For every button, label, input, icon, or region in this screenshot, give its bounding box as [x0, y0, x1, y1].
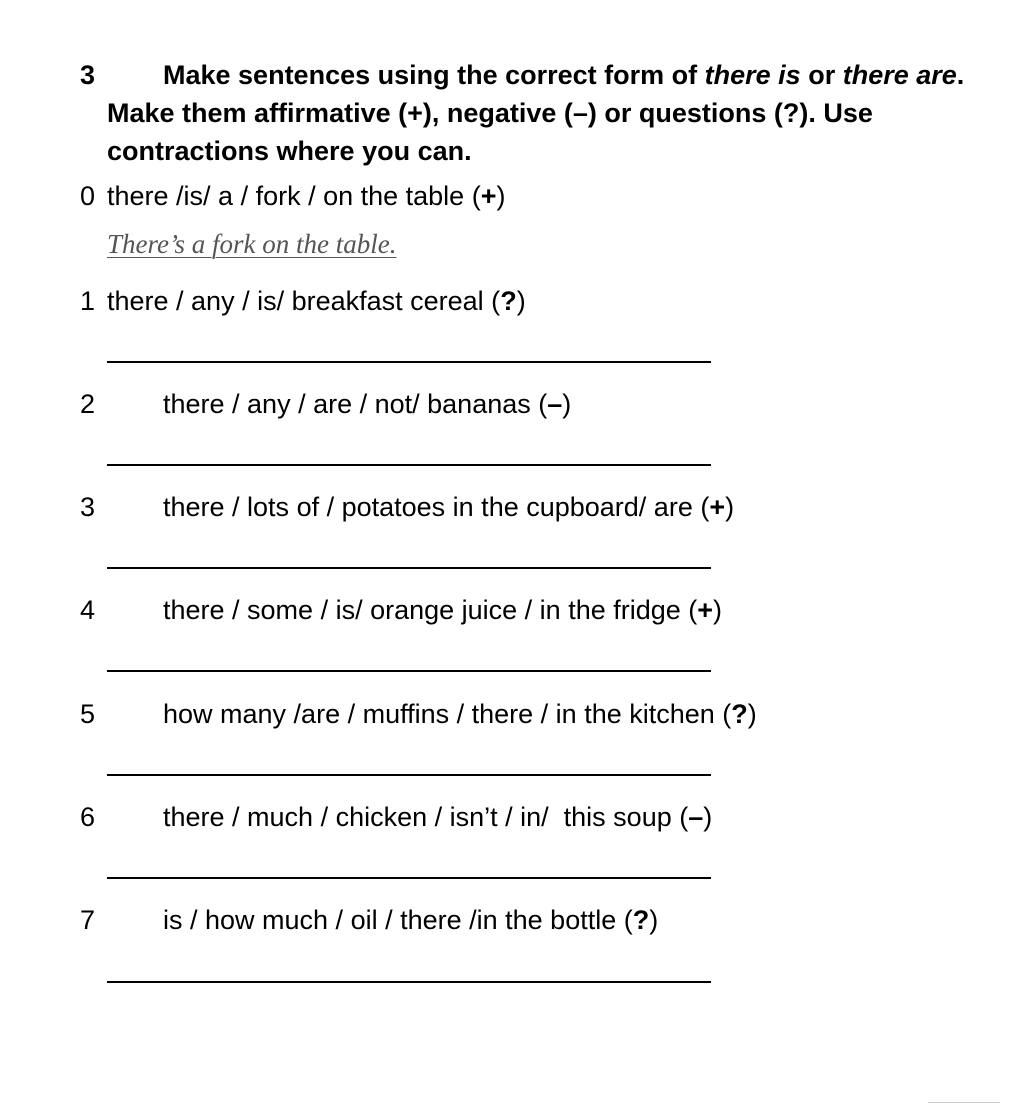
item-symbol: + [480, 181, 497, 211]
item-number: 2 [80, 389, 96, 419]
item-prompt: there / any / is/ breakfast cereal ( [107, 286, 501, 316]
item-number: 6 [80, 802, 96, 832]
item-prompt: there / much / chicken / isn’t / in/ this soup ( [163, 802, 689, 832]
item-number: 0 [80, 181, 96, 211]
item-symbol: ? [500, 286, 517, 316]
answer-line-7[interactable] [107, 981, 711, 983]
item-number: 4 [80, 595, 96, 625]
answer-line-4[interactable] [107, 670, 711, 672]
item-number: 3 [80, 492, 96, 522]
item-prompt: there / some / is/ orange juice / in the fridge ( [163, 595, 698, 625]
item-prompt: is / how much / oil / there /in the bottle ( [163, 905, 633, 935]
exercise-instruction: Make sentences using the correct form of there is or there are. Make them affirmative (+), negative (–) or questions (?). Use contractions where you can. [107, 60, 965, 166]
exercise-item-1: 1 there / any / is/ breakfast cereal (?) [80, 286, 526, 316]
example-answer: There’s a fork on the table. [107, 229, 397, 259]
item-prompt: there /is/ a / fork / on the table ( [107, 181, 481, 211]
answer-line-2[interactable] [107, 464, 711, 466]
item-symbol: + [697, 595, 714, 625]
item-symbol: ? [632, 905, 650, 935]
exercise-item-5: 5 how many /are / muffins / there / in the kitchen (?) [80, 699, 757, 729]
item-symbol: ? [731, 699, 748, 729]
exercise-item-3: 3 there / lots of / potatoes in the cupboard/ are (+) [80, 492, 735, 522]
example-item: 0 there /is/ a / fork / on the table (+) [80, 181, 506, 211]
answer-line-5[interactable] [107, 774, 711, 776]
answer-line-6[interactable] [107, 877, 711, 879]
answer-line-1[interactable] [107, 361, 711, 363]
exercise-item-7: 7 is / how much / oil / there /in the bottle (?) [80, 905, 659, 935]
item-prompt: there / any / are / not/ bananas ( [163, 389, 548, 419]
item-number: 1 [80, 286, 96, 316]
item-symbol: + [709, 492, 726, 522]
item-symbol: – [688, 802, 704, 832]
answer-line-3[interactable] [107, 567, 711, 569]
exercise-item-6: 6 there / much / chicken / isn’t / in/ this soup (–) [80, 802, 713, 832]
item-prompt: there / lots of / potatoes in the cupboard/ are ( [163, 492, 710, 522]
page-corner-mark [928, 1102, 1000, 1103]
item-symbol: – [547, 389, 563, 419]
exercise-heading [80, 56, 1010, 170]
exercise-number: 3 [80, 60, 96, 90]
item-prompt: how many /are / muffins / there / in the kitchen ( [163, 699, 732, 729]
item-number: 7 [80, 905, 96, 935]
exercise-item-2: 2 there / any / are / not/ bananas (–) [80, 389, 572, 419]
exercise-item-4: 4 there / some / is/ orange juice / in the fridge (+) [80, 595, 723, 625]
item-number: 5 [80, 699, 96, 729]
